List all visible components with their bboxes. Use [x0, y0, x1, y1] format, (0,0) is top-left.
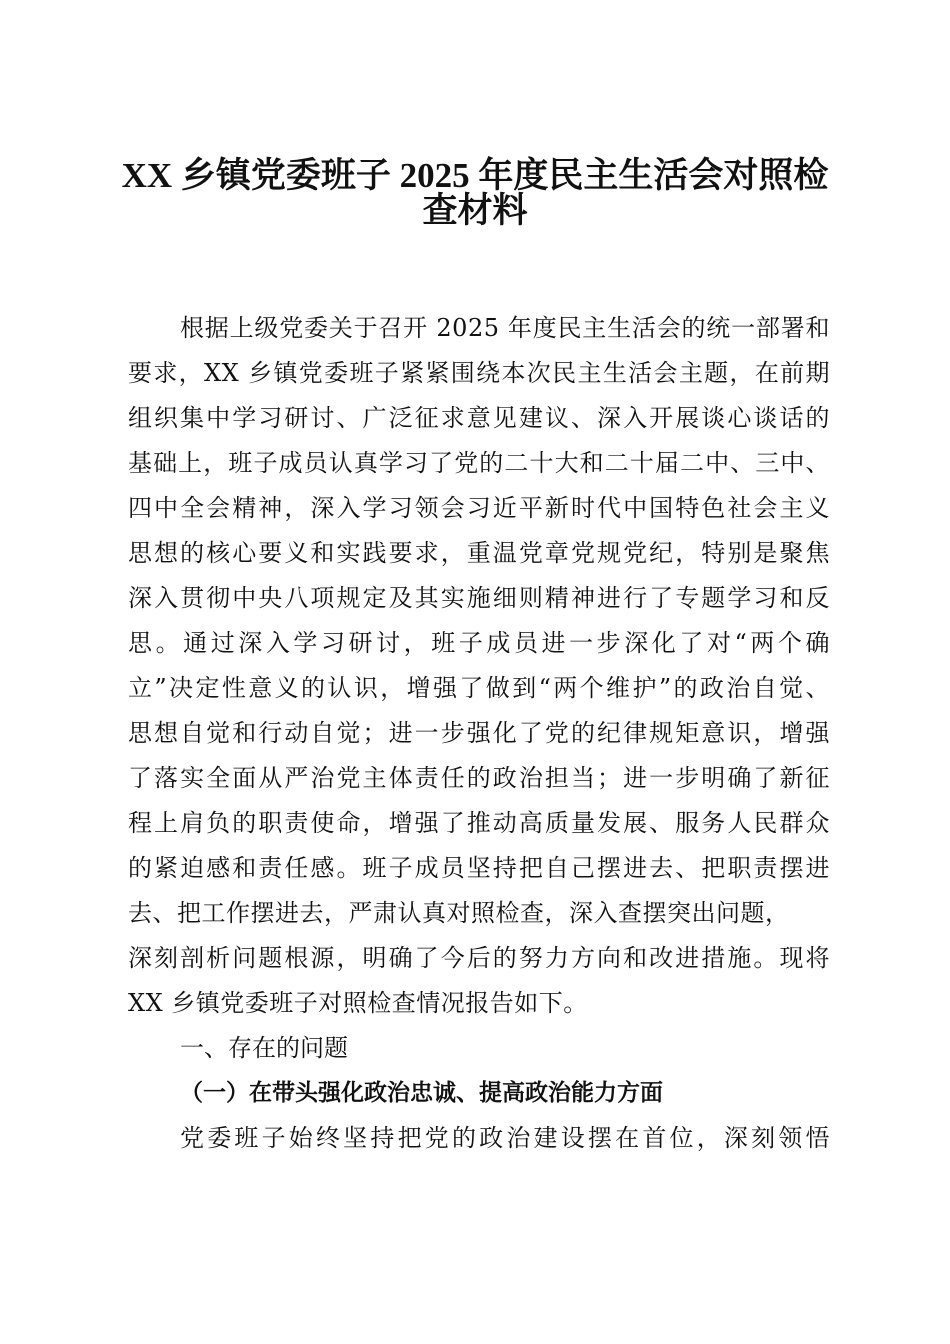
paragraph-line: 组织集中学习研讨、广泛征求意见建议、深入开展谈心谈话的 [128, 404, 830, 432]
paragraph-line: 的紧迫感和责任感。班子成员坚持把自己摆进去、把职责摆进 [128, 854, 830, 882]
subsection-heading: （一）在带头强化政治忠诚、提高政治能力方面 [180, 1079, 663, 1106]
paragraph-line: XX 乡镇党委班子对照检查情况报告如下。 [128, 989, 588, 1017]
paragraph-line: 要求，XX 乡镇党委班子紧紧围绕本次民主生活会主题，在前期 [128, 359, 830, 387]
paragraph-line: 深刻剖析问题根源，明确了今后的努力方向和改进措施。现将 [128, 944, 830, 972]
paragraph-line: 立”决定性意义的认识，增强了做到“两个维护”的政治自觉、 [128, 674, 830, 702]
section-heading: 一、存在的问题 [180, 1034, 348, 1062]
paragraph-line: 了落实全面从严治党主体责任的政治担当；进一步明确了新征 [128, 764, 830, 792]
paragraph-line: 程上肩负的职责使命，增强了推动高质量发展、服务人民群众 [128, 809, 830, 837]
document-title-line-2: 查材料 [422, 191, 528, 230]
paragraph-line: 根据上级党委关于召开 2025 年度民主生活会的统一部署和 [180, 314, 830, 342]
document-title-line-1: XX 乡镇党委班子 2025 年度民主生活会对照检 [121, 156, 829, 195]
paragraph-line: 基础上，班子成员认真学习了党的二十大和二十届二中、三中、 [128, 449, 830, 477]
paragraph-line: 思想自觉和行动自觉；进一步强化了党的纪律规矩意识，增强 [128, 719, 830, 747]
paragraph-line: 深入贯彻中央八项规定及其实施细则精神进行了专题学习和反 [128, 584, 830, 612]
paragraph-line: 去、把工作摆进去，严肃认真对照检查，深入查摆突出问题， [128, 899, 790, 927]
paragraph-line: 党委班子始终坚持把党的政治建设摆在首位，深刻领悟 [180, 1124, 830, 1152]
paragraph-line: 思。通过深入学习研讨，班子成员进一步深化了对“两个确 [128, 629, 830, 657]
paragraph-line: 四中全会精神，深入学习领会习近平新时代中国特色社会主义 [128, 494, 830, 522]
paragraph-line: 思想的核心要义和实践要求，重温党章党规党纪，特别是聚焦 [128, 539, 830, 567]
